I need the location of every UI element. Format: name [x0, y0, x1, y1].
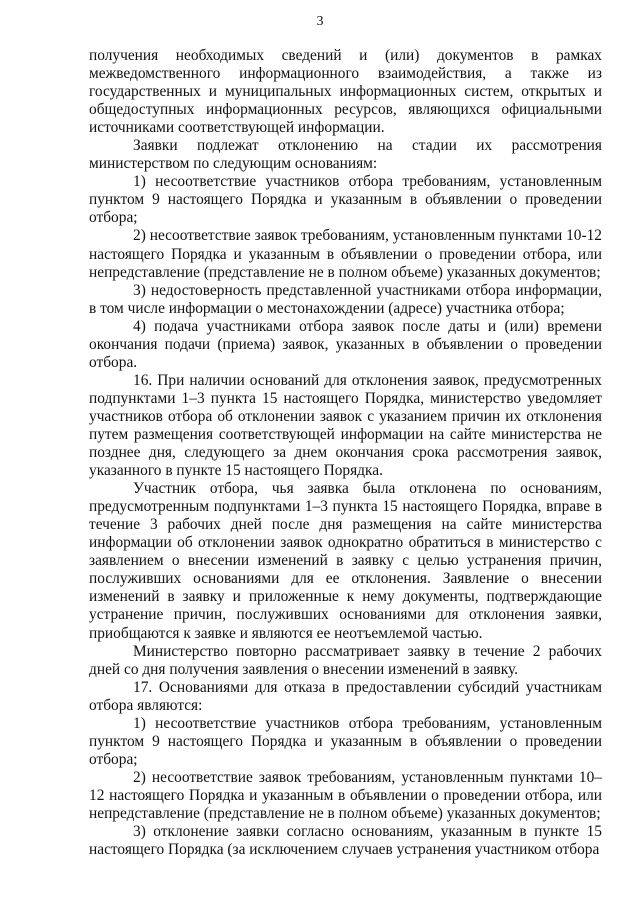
paragraph-continuation: получения необходимых сведений и (или) документов в рамках межведомственного информационного взаимодействия, а также из государственных и муниципальных информационных систем, открытых и общедоступных информационных ресурсов, являющихся официальными источниками соответствующей информации. — [89, 47, 602, 137]
paragraph-refusal-ground-2: 2) несоответствие заявок требованиям, установленным пунктами 10–12 настоящего Порядка и указанным в объявлении о проведении отбора, или непредставление (представление не в полном объеме) указанных документов; — [89, 768, 602, 822]
paragraph-rejection-ground-1: 1) несоответствие участников отбора требованиям, установленным пунктом 9 настоящего Порядка и указанным в объявлении о проведении отбора; — [89, 173, 602, 227]
paragraph-rejection-ground-3: 3) недостоверность представленной участниками отбора информации, в том числе информации о местонахождении (адресе) участника отбора; — [89, 281, 602, 317]
paragraph-refusal-ground-1: 1) несоответствие участников отбора требованиям, установленным пунктом 9 настоящего Порядка и указанным в объявлении о проведении отбора; — [89, 714, 602, 768]
paragraph-rejection-ground-2: 2) несоответствие заявок требованиям, установленным пунктами 10-12 настоящего Порядка и указанным в объявлении о проведении отбора, или непредставление (представление не в полном объеме) указанных документов; — [89, 227, 602, 281]
paragraph-participant-amendment: Участник отбора, чья заявка была отклонена по основаниям, предусмотренным подпунктами 1–3 пункта 15 настоящего Порядка, вправе в течение 3 рабочих дней после дня размещения на сайте министерства информации об отклонении заявок однократно обратиться в министерство с заявлением о внесении изменений в заявку с целью устранения причин, послуживших основаниями для ее отклонения. Заявление о внесении изменений в заявку и приложенные к нему документы, подтверждающие устранение причин, послуживших основаниями для отклонения заявки, приобщаются к заявке и являются ее неотъемлемой частью. — [89, 480, 602, 642]
paragraph-clause-16: 16. При наличии оснований для отклонения заявок, предусмотренных подпунктами 1–3 пункта 15 настоящего Порядка, министерство уведомляет участников отбора об отклонении заявок с указанием причин их отклонения путем размещения соответствующей информации на сайте министерства не позднее дня, следующего за днем окончания срока рассмотрения заявок, указанного в пункте 15 настоящего Порядка. — [89, 371, 602, 480]
paragraph-refusal-ground-3: 3) отклонение заявки согласно основаниям, указанным в пункте 15 настоящего Порядка (за исключением случаев устранения участником отбора — [89, 823, 602, 859]
paragraph-rejection-ground-4: 4) подача участниками отбора заявок после даты и (или) времени окончания подачи (приема) заявок, указанных в объявлении о проведении отбора. — [89, 317, 602, 371]
paragraph-clause-17: 17. Основаниями для отказа в предоставлении субсидий участникам отбора являются: — [89, 678, 602, 714]
paragraph-rejection-grounds-intro: Заявки подлежат отклонению на стадии их рассмотрения министерством по следующим основаниям: — [89, 137, 602, 173]
paragraph-repeat-review: Министерство повторно рассматривает заявку в течение 2 рабочих дней со дня получения заявления о внесении изменений в заявку. — [89, 642, 602, 678]
document-body — [89, 47, 602, 859]
page-number: 3 — [316, 14, 324, 29]
